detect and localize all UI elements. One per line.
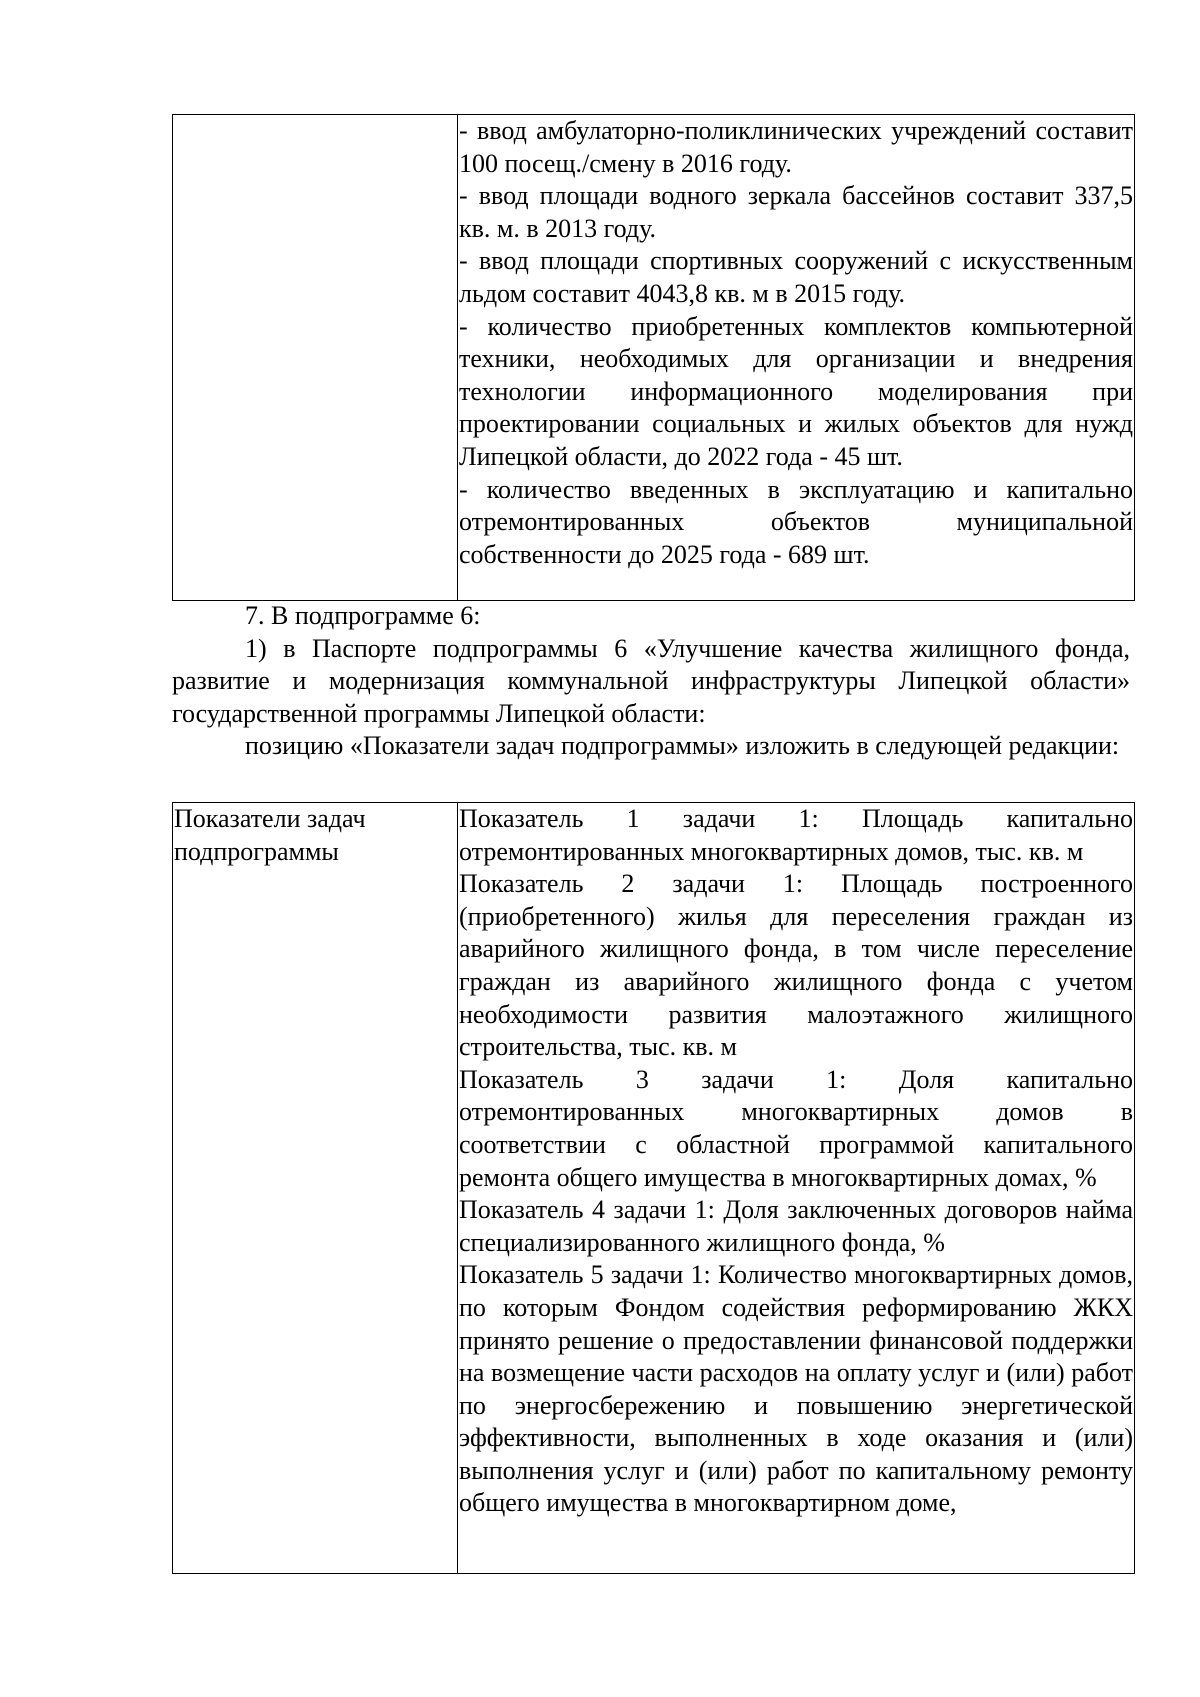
table-cell-content (458, 803, 1135, 1574)
paragraph-heading: 7. В подпрограмме 6: (245, 601, 481, 630)
indicator-item: Показатель 5 задачи 1: Количество многоквартирных домов, по которым Фондом содействия реформированию ЖКХ принято решение о предоставлении финансовой поддержки на возмещение части расходов на оплату услуг и (или) работ по энергосбережению и повышению энергетической эффективности, выполненных в ходе оказания и (или) выполнения услуг и (или) работ по капитальному ремонту общего имущества в многоквартирном доме, (459, 1260, 1133, 1518)
table-continuation (172, 114, 1135, 601)
indicator-item: Показатель 4 задачи 1: Доля заключенных договоров найма специализированного жилищного фонда, % (459, 1195, 1133, 1257)
table-cell-label (173, 115, 458, 601)
indicator-item: Показатель 1 задачи 1: Площадь капитально отремонтированных многоквартирных домов, тыс. кв. м (459, 804, 1133, 866)
body-section (172, 600, 1130, 763)
table-row (173, 115, 1135, 601)
indicator-item: - ввод площади водного зеркала бассейнов составит 337,5 кв. м. в 2013 году. (459, 181, 1133, 243)
indicator-item: - ввод амбулаторно-поликлинических учреждений составит 100 посещ./смену в 2016 году. (459, 116, 1133, 178)
indicators-table (172, 802, 1135, 1574)
indicator-item: - ввод площади спортивных сооружений с искусственным льдом составит 4043,8 кв. м в 2015 году. (459, 246, 1133, 308)
table-row (173, 803, 1135, 1574)
paragraph-instruction: позицию «Показатели задач подпрограммы» изложить в следующей редакции: (245, 731, 1120, 761)
indicator-item: - количество приобретенных комплектов компьютерной техники, необходимых для организации и внедрения технологии информационного моделирования при проектировании социальных и жилых объектов для нужд Липецкой области, до 2022 года - 45 шт. (459, 311, 1133, 471)
indicator-item: Показатель 3 задачи 1: Доля капитально отремонтированных многоквартирных домов в соответствии с областной программой капитального ремонта общего имущества в многоквартирных домах, % (459, 1064, 1133, 1192)
table-cell-label: Показатели задач подпрограммы (173, 803, 458, 1574)
paragraph-item: 1) в Паспорте подпрограммы 6 «Улучшение качества жилищного фонда, развитие и модернизация коммунальной инфраструктуры Липецкой области» государственной программы Липецкой области: (172, 633, 1130, 728)
indicator-item: - количество введенных в эксплуатацию и капитально отремонтированных объектов муниципальной собственности до 2025 года - 689 шт. (459, 474, 1133, 569)
indicator-item: Показатель 2 задачи 1: Площадь построенного (приобретенного) жилья для переселения граждан из аварийного жилищного фонда, в том числе переселение граждан из аварийного жилищного фонда с учетом необходимости развития малоэтажного жилищного строительства, тыс. кв. м (459, 869, 1133, 1062)
table-cell-content (458, 115, 1135, 601)
